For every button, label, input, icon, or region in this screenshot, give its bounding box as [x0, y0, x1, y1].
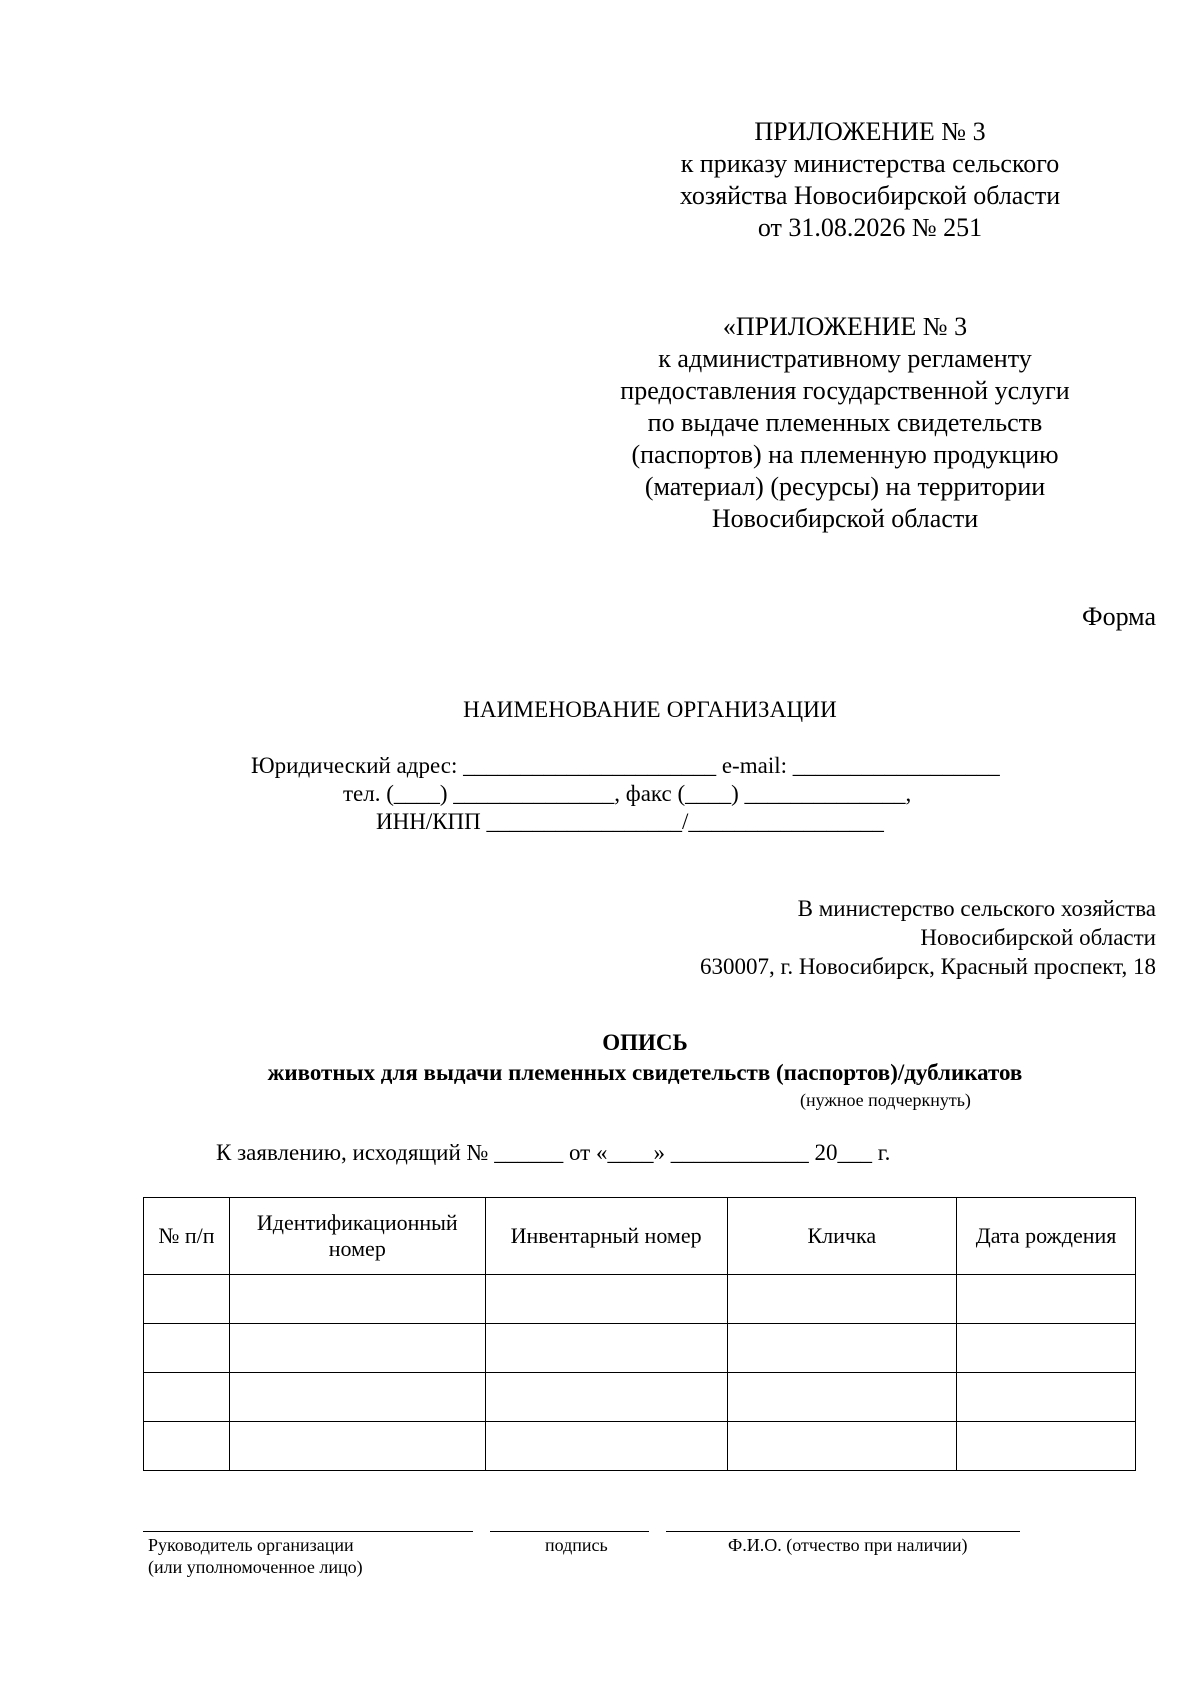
header-identification-number: Идентификационный номер — [229, 1198, 485, 1275]
table-cell — [957, 1422, 1136, 1471]
table-cell — [957, 1373, 1136, 1422]
inn-kpp-line: ИНН/КПП _________________/_________________ — [376, 809, 884, 834]
table-cell — [485, 1324, 727, 1373]
appendix-line-3: от 31.08.2026 № 251 — [757, 213, 983, 242]
header-number: № п/п — [144, 1198, 230, 1275]
appendix-title: ПРИЛОЖЕНИЕ № 3 — [754, 117, 986, 146]
table-row — [144, 1422, 1136, 1471]
signature-label: подпись — [545, 1535, 608, 1555]
table-cell — [727, 1324, 957, 1373]
regulation-title: «ПРИЛОЖЕНИЕ № 3 — [722, 312, 968, 341]
regulation-header — [590, 311, 1100, 535]
inventory-subtitle: животных для выдачи племенных свидетельств (паспортов)/дубликатов — [267, 1060, 1023, 1085]
table-cell — [229, 1373, 485, 1422]
addressee-line-2: Новосибирской области — [920, 925, 1156, 950]
head-label — [148, 1534, 363, 1578]
table-cell — [485, 1422, 727, 1471]
table-row — [144, 1324, 1136, 1373]
table-cell — [229, 1422, 485, 1471]
table-cell — [727, 1373, 957, 1422]
regulation-line-5: (материал) (ресурсы) на территории — [644, 472, 1046, 501]
table-cell — [144, 1422, 230, 1471]
addressee-block — [700, 894, 1156, 981]
table-cell — [727, 1275, 957, 1324]
phone-fax-line: тел. (____) ______________, факс (____) ______________, — [343, 781, 912, 806]
table-header-row — [144, 1198, 1136, 1275]
table-row — [144, 1275, 1136, 1324]
table-cell — [144, 1324, 230, 1373]
inventory-note: (нужное подчеркнуть) — [800, 1090, 971, 1110]
regulation-line-6: Новосибирской области — [711, 504, 979, 533]
table-cell — [485, 1373, 727, 1422]
table-cell — [144, 1275, 230, 1324]
addressee-line-3: 630007, г. Новосибирск, Красный проспект, 18 — [699, 954, 1156, 979]
head-signature-line — [143, 1531, 473, 1532]
full-name-label: Ф.И.О. (отчество при наличии) — [728, 1535, 968, 1555]
table-cell — [957, 1275, 1136, 1324]
appendix-line-1: к приказу министерства сельского — [680, 149, 1060, 178]
signature-line — [490, 1531, 649, 1532]
statement-line: К заявлению, исходящий № ______ от «____» ____________ 20___ г. — [216, 1140, 891, 1165]
form-label: Форма — [1082, 602, 1156, 631]
head-label-line-2: (или уполномоченное лицо) — [148, 1557, 363, 1577]
regulation-line-2: предоставления государственной услуги — [620, 376, 1070, 405]
animals-table — [143, 1197, 1136, 1471]
table-cell — [485, 1275, 727, 1324]
inventory-title: ОПИСЬ — [602, 1030, 688, 1055]
table-cell — [144, 1373, 230, 1422]
legal-address-line: Юридический адрес: ______________________ e-mail: __________________ — [251, 753, 1000, 778]
head-label-line-1: Руководитель организации — [148, 1535, 354, 1555]
table-cell — [229, 1275, 485, 1324]
organization-name: НАИМЕНОВАНИЕ ОРГАНИЗАЦИИ — [463, 697, 837, 722]
table-cell — [229, 1324, 485, 1373]
table-cell — [957, 1324, 1136, 1373]
regulation-line-3: по выдаче племенных свидетельств — [647, 408, 1043, 437]
regulation-line-1: к административному регламенту — [658, 344, 1032, 373]
addressee-line-1: В министерство сельского хозяйства — [797, 896, 1156, 921]
header-nickname: Кличка — [727, 1198, 957, 1275]
full-name-line — [666, 1531, 1020, 1532]
table-cell — [727, 1422, 957, 1471]
appendix-header — [640, 116, 1100, 244]
table-row — [144, 1373, 1136, 1422]
header-birth-date: Дата рождения — [957, 1198, 1136, 1275]
appendix-line-2: хозяйства Новосибирской области — [679, 181, 1061, 210]
header-inventory-number: Инвентарный номер — [485, 1198, 727, 1275]
regulation-line-4: (паспортов) на племенную продукцию — [631, 440, 1059, 469]
